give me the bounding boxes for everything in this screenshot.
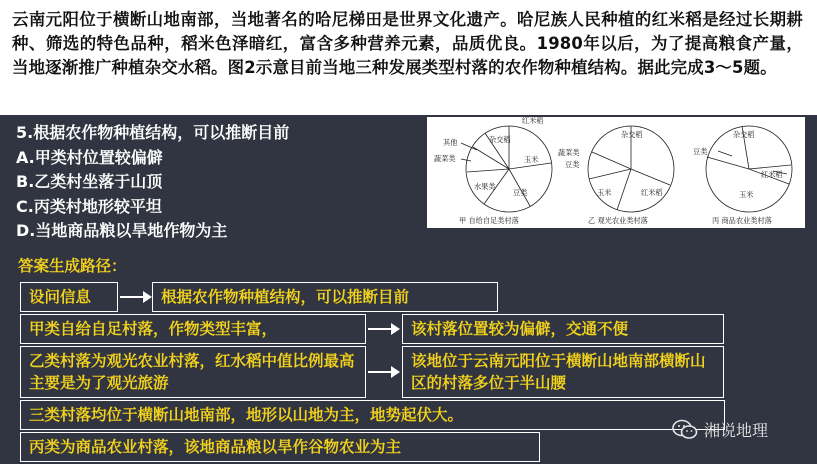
bing-box: 丙类为商品农业村落，该地商品粮以旱作谷物农业为主	[20, 432, 540, 462]
option-c: C.丙类村地形较平坦	[16, 196, 162, 216]
answer-path-title: 答案生成路径：	[18, 257, 127, 275]
jia-premise-box: 甲类自给自足村落，作物类型丰富，	[20, 314, 366, 344]
intro-panel	[0, 0, 817, 115]
jia-conclusion-box: 该村落位置较为偏僻，交通不便	[402, 314, 724, 344]
pie-yi-label-yumi: 玉米	[597, 188, 612, 197]
arrow-right-icon	[367, 363, 401, 381]
pie-charts-figure	[427, 117, 805, 228]
pie-chart-bing	[693, 126, 792, 225]
info-text-box: 根据农作物种植结构，可以推断目前	[152, 282, 498, 312]
pie-jia-label-shucai: 蔬菜类	[434, 154, 456, 163]
pie-bing-label-zajiao: 杂交稻	[733, 130, 755, 139]
pie-chart-jia	[434, 117, 552, 225]
pie-jia-label-yumi: 玉米	[524, 155, 539, 164]
pie-jia-label-zajiao: 杂交稻	[489, 135, 511, 144]
pie-bing-label-yumi: 玉米	[739, 190, 754, 199]
pie-bing-label-hongmi: 红米稻	[761, 170, 783, 179]
pie-yi-label-hongmi: 红米稻	[641, 188, 663, 197]
pie-yi-label-shucai: 蔬菜类	[558, 148, 580, 157]
yi-conclusion-text: 该地位于云南元阳位于横断山地南部横断山区的村落多位于半山腰	[411, 352, 706, 392]
info-label-box: 设问信息	[20, 282, 118, 312]
option-d: D.当地商品粮以旱地作物为主	[16, 221, 228, 240]
pie-chart-yi	[558, 126, 674, 225]
pie-jia-label-dou: 豆类	[513, 188, 528, 197]
question-block	[16, 121, 289, 244]
question-stem: 5.根据农作物种植结构，可以推断目前	[16, 123, 290, 142]
pie-jia-label-qita: 其他	[443, 138, 458, 147]
pie-yi-caption: 乙 观光农业类村落	[588, 216, 648, 225]
pie-jia-label-shuiguo: 水果类	[474, 182, 496, 191]
pie-yi-label-dou: 豆类	[565, 160, 580, 169]
arrow-right-icon	[119, 288, 153, 306]
wechat-icon	[672, 419, 698, 441]
arrow-right-icon	[367, 320, 401, 338]
watermark-text: 湘说地理	[704, 421, 769, 440]
option-a: A.甲类村位置较偏僻	[16, 147, 163, 167]
pie-jia-caption: 甲 自给自足类村落	[459, 216, 519, 225]
pie-yi-label-zajiao: 杂交稻	[621, 130, 643, 139]
yi-conclusion-box	[402, 346, 724, 398]
yi-premise-text: 乙类村落为观光农业村落，红水稻中值比例最高主要是为了观光旅游	[29, 352, 355, 392]
watermark	[672, 418, 768, 441]
all-villages-box: 三类村落均位于横断山地南部，地形以山地为主，地势起伏大。	[20, 400, 725, 430]
pie-jia-label-hongmi: 红米稻	[522, 117, 544, 125]
option-b: B.乙类村坐落于山顶	[16, 172, 163, 191]
intro-paragraph: 云南元阳位于横断山地南部，当地著名的哈尼梯田是世界文化遗产。哈尼族人民种植的红米稻是经过长期耕种、筛选的特色品种，稻米色泽暗红，富含多种营养元素，品质优良。1980年以后，为了提高粮食产量，当地逐渐推广种植杂交水稻。图2示意目前当地三种发展类型村落的农作物种植结构。据此完成3〜5题。	[12, 10, 803, 77]
pie-bing-caption: 丙 商品农业类村落	[712, 216, 772, 225]
pie-bing-label-dou: 豆类	[693, 147, 708, 156]
yi-premise-box	[20, 346, 366, 398]
